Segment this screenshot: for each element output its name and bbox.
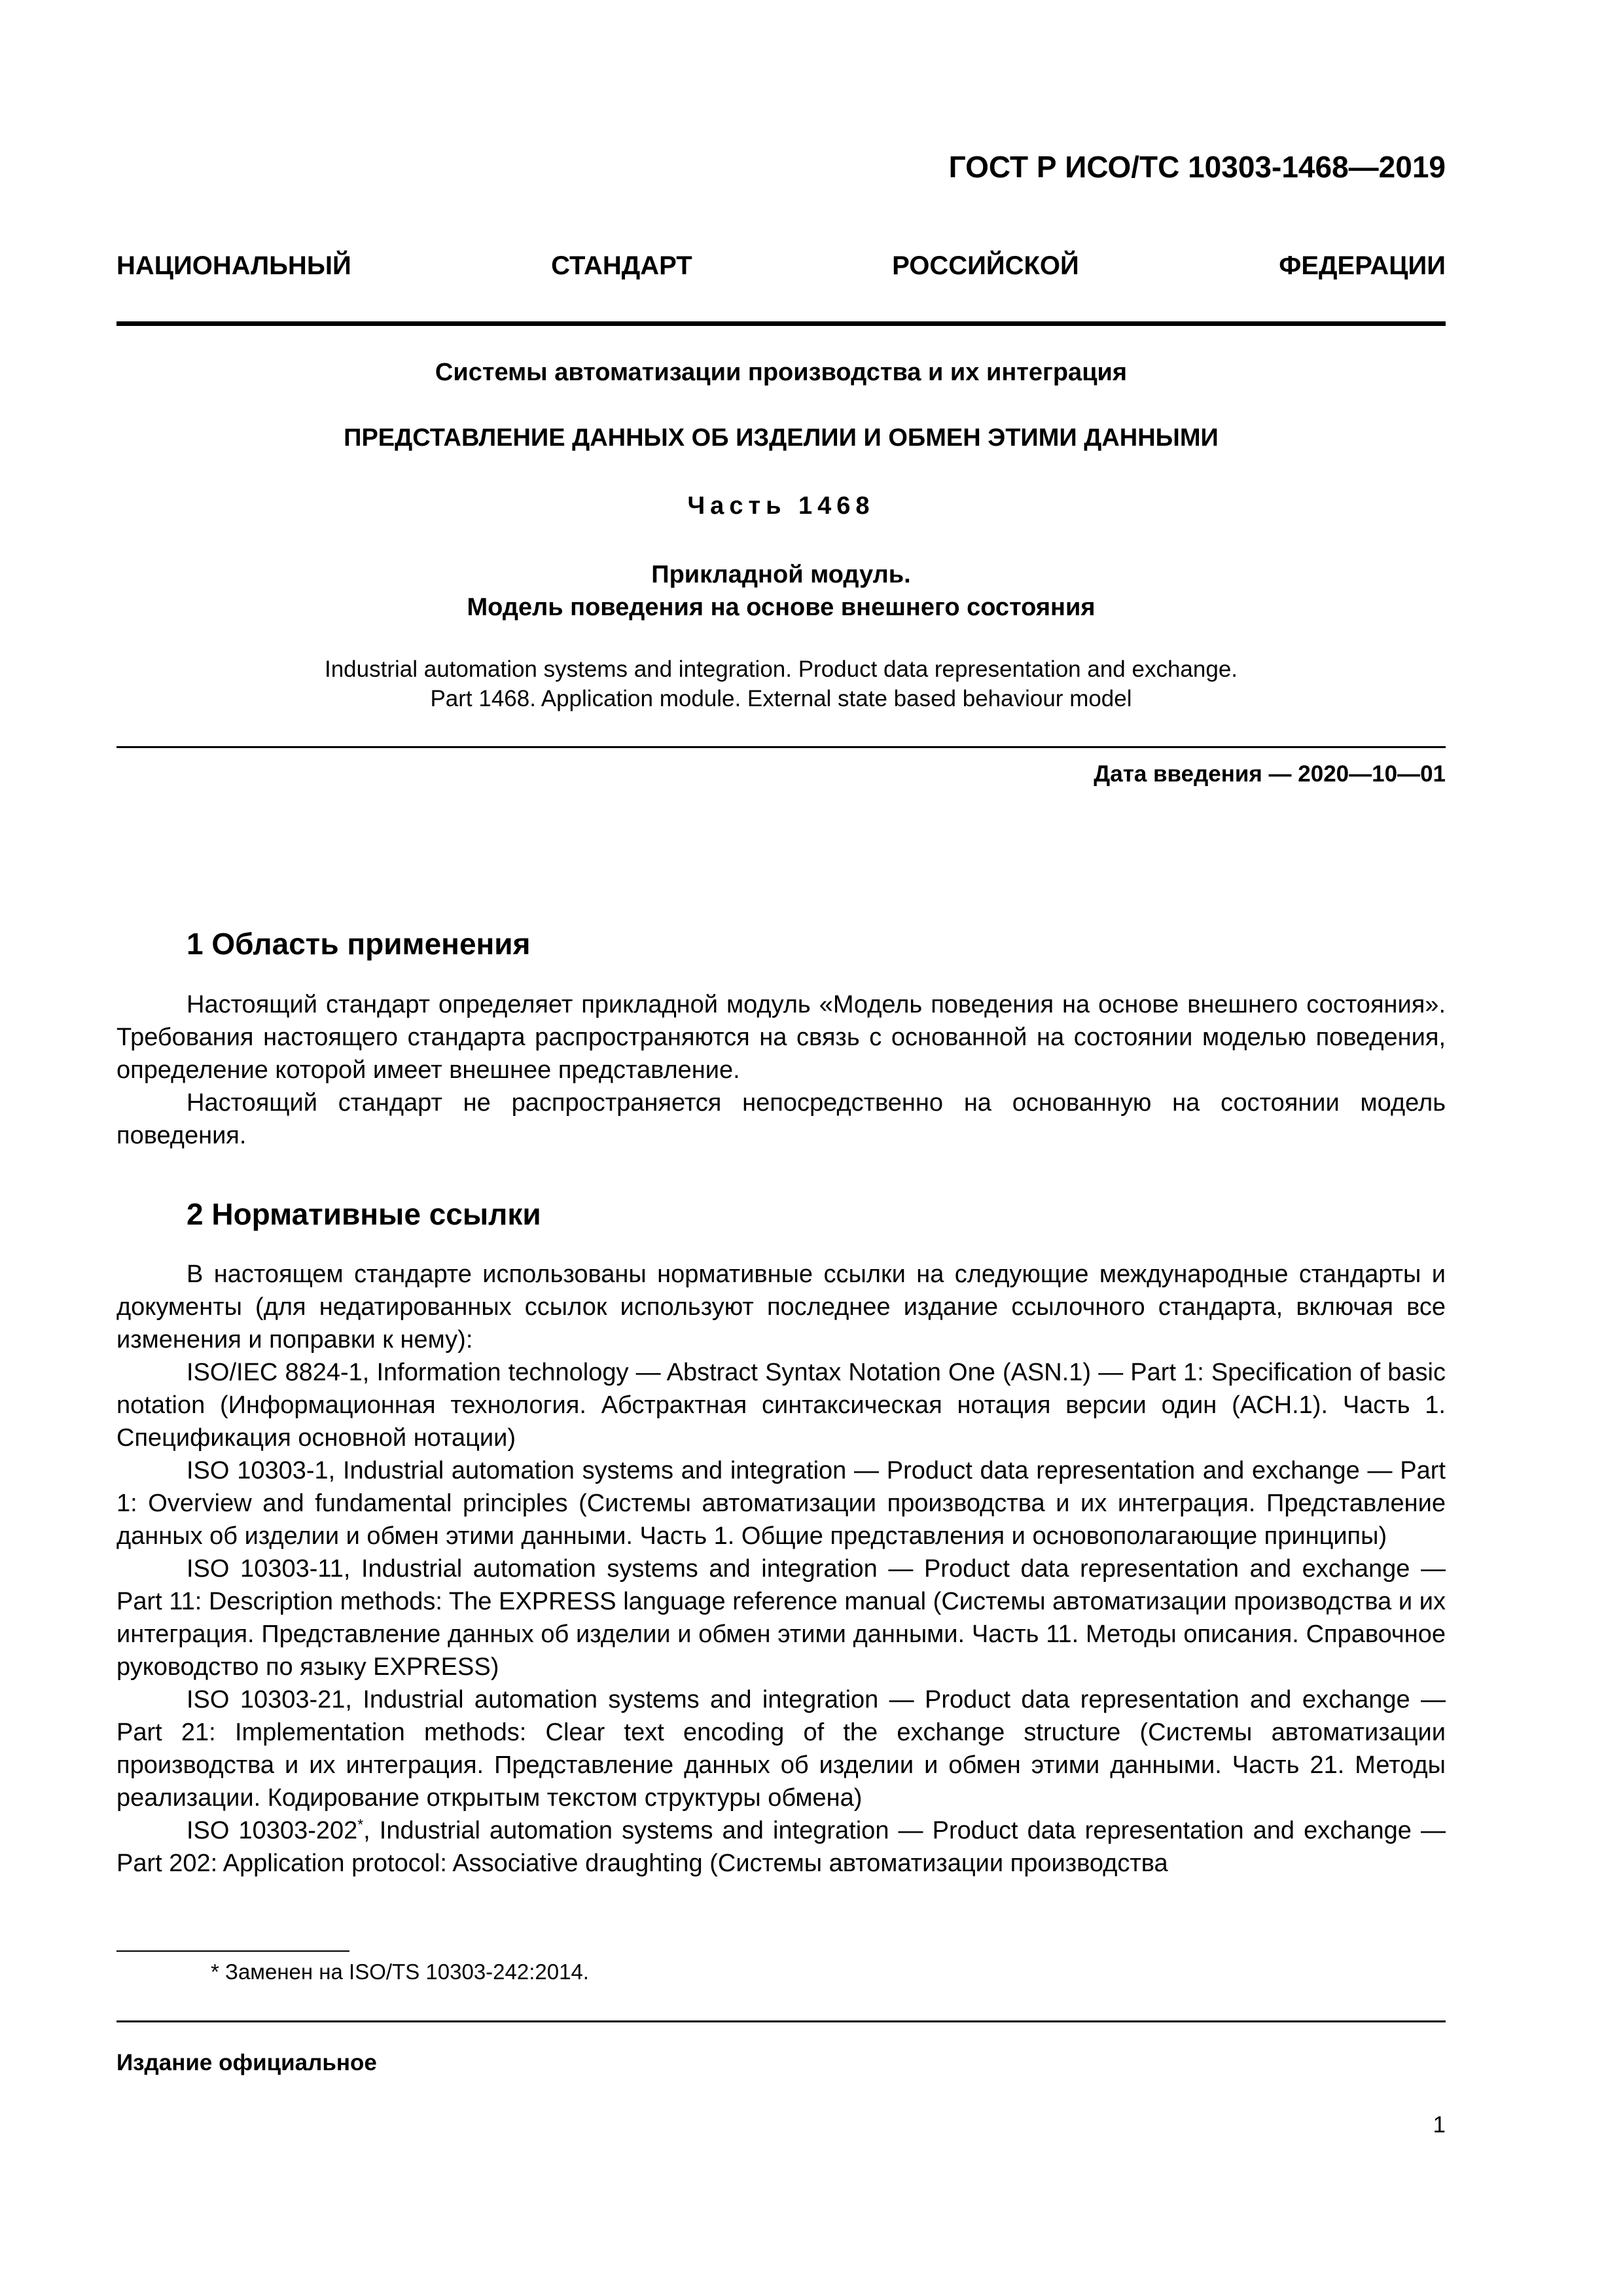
paragraph: В настоящем стандарте использованы нормативные ссылки на следующие международные стандарты и документы (для недатированных ссылок используют последнее издание ссылочного стандарта, включая все изменения и поправки к нему): [116,1261,1446,1354]
paragraph: Настоящий стандарт не распространяется непосредственно на основанную на состоянии модель поведения. [116,1089,1446,1149]
reference-item: ISO 10303-1, Industrial automation systems and integration — Product data representation and exchange — Part 1: Overview and fundamental principles (Системы автоматизации производства и их интеграция. Представление данных об изделии и обмен этими данными. Часть 1. Общие представления и основополагающие принципы) [116,1457,1446,1550]
standard-code: ГОСТ Р ИСО/ТС 10303-1468—2019 [948,150,1446,184]
paragraph: Настоящий стандарт определяет прикладной модуль «Модель поведения на основе внешнего состояния». Требования настоящего стандарта распространяются на связь с основанной на состоянии моделью поведения, определение которой имеет внешнее представление. [116,991,1446,1084]
reference-item: ISO/IEC 8824-1, Information technology — Abstract Syntax Notation One (ASN.1) — Part 1: Specification of basic notation (Информационная технология. Абстрактная синтаксическая нотация версии один (АСН.1). Часть 1. Спецификация основной нотации) [116,1359,1446,1452]
section-1-body [116,988,1446,1152]
module-line-2: Модель поведения на основе внешнего состояния [467,594,1096,621]
edition-label: Издание официальное [116,2050,377,2075]
title-module [116,558,1446,624]
title-english [116,655,1446,713]
footnote: * Заменен на ISO/TS 10303-242:2014. [211,1960,589,1984]
footnote-marker: * [357,1816,364,1833]
footnote-separator [116,1950,349,1952]
page-number: 1 [1433,2112,1446,2138]
reference-item: ISO 10303-21, Industrial automation systems and integration — Product data representation and exchange — Part 21: Implementation methods: Clear text encoding of the exchange structure (Системы автоматизации производства и их интеграция. Представление данных об изделии и обмен этими данными. Часть 21. Методы реализации. Кодирование открытым текстом структуры обмена) [116,1686,1446,1812]
banner-word: СТАНДАРТ [551,251,692,280]
introduction-date: Дата введения — 2020—10—01 [1094,761,1446,787]
reference-item: ISO 10303-11, Industrial automation systems and integration — Product data representation and exchange — Part 11: Description methods: The EXPRESS language reference manual (Системы автоматизации производства и их интеграция. Представление данных об изделии и обмен этими данными. Часть 11. Методы описания. Справочное руководство по языку EXPRESS) [116,1555,1446,1681]
title-rule [116,746,1446,748]
title-line-2: ПРЕДСТАВЛЕНИЕ ДАННЫХ ОБ ИЗДЕЛИИ И ОБМЕН ЭТИМИ ДАННЫМИ [344,424,1219,452]
english-line-1: Industrial automation systems and integration. Product data representation and exchange. [324,656,1238,682]
title-part: Часть 1468 [687,492,875,520]
section-2-body [116,1258,1446,1880]
national-standard-banner [116,251,1446,281]
banner-word: ФЕДЕРАЦИИ [1279,251,1446,280]
banner-word: РОССИЙСКОЙ [892,251,1079,280]
section-2-heading: 2 Нормативные ссылки [187,1197,541,1231]
reference-code: ISO 10303-202 [187,1817,358,1844]
title-line-1: Системы автоматизации производства и их интеграция [435,359,1128,386]
module-line-1: Прикладной модуль. [651,561,911,588]
reference-text: , Industrial automation systems and integration — Product data representation and exchange — Part 202: Application protocol: Associative draughting (Системы автоматизации производства [116,1817,1446,1877]
banner-word: НАЦИОНАЛЬНЫЙ [116,251,351,280]
section-1-heading: 1 Область применения [187,927,531,961]
english-line-2: Part 1468. Application module. External state based behaviour model [430,686,1132,711]
header-rule [116,321,1446,326]
footer-rule [116,2020,1446,2022]
reference-item [116,1814,1446,1880]
